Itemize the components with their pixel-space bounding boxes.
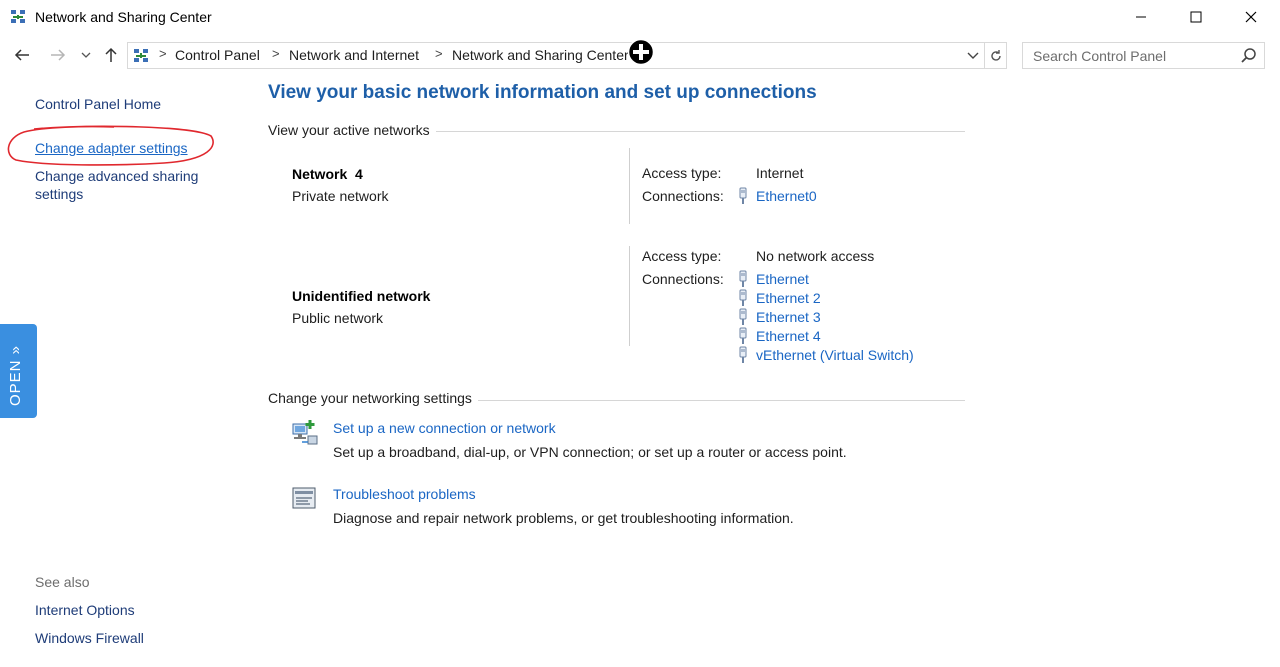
connection-link-ethernet-3[interactable]: Ethernet 3 bbox=[756, 309, 821, 325]
arrow-left-icon bbox=[14, 48, 30, 62]
connections-label: Connections: bbox=[642, 188, 724, 204]
troubleshoot-icon bbox=[290, 484, 320, 514]
change-adapter-settings-link[interactable]: Change adapter settings bbox=[35, 140, 188, 156]
arrow-up-icon bbox=[104, 47, 118, 63]
annotation-circle bbox=[4, 124, 216, 168]
troubleshoot-link[interactable]: Troubleshoot problems bbox=[333, 486, 476, 502]
breadcrumb-network-and-sharing-center[interactable]: Network and Sharing Center bbox=[452, 47, 629, 63]
ethernet-icon bbox=[737, 187, 749, 205]
network-category-link[interactable]: Public network bbox=[292, 310, 384, 326]
troubleshoot-description: Diagnose and repair network problems, or get troubleshooting information. bbox=[333, 510, 794, 526]
title-bar bbox=[0, 0, 1280, 34]
open-side-tab-label: OPEN » bbox=[7, 344, 24, 406]
search-input[interactable] bbox=[1023, 43, 1238, 68]
active-networks-heading: View your active networks bbox=[268, 122, 436, 138]
access-type-label: Access type: bbox=[642, 165, 722, 181]
see-also-heading: See also bbox=[35, 574, 90, 590]
new-connection-icon bbox=[290, 418, 320, 448]
network-divider bbox=[629, 148, 630, 224]
ethernet-icon bbox=[737, 308, 749, 326]
arrow-right-icon bbox=[50, 48, 66, 62]
address-bar[interactable] bbox=[127, 42, 1007, 69]
internet-options-link[interactable]: Internet Options bbox=[35, 602, 135, 618]
connection-link-ethernet-2[interactable]: Ethernet 2 bbox=[756, 290, 821, 306]
network-category-link[interactable]: Private network bbox=[292, 188, 389, 204]
ethernet-icon bbox=[737, 346, 749, 364]
access-type-label: Access type: bbox=[642, 248, 722, 264]
access-type-value: Internet bbox=[756, 165, 804, 181]
connection-link-ethernet0[interactable]: Ethernet0 bbox=[756, 188, 817, 204]
search-box[interactable] bbox=[1022, 42, 1265, 69]
search-icon[interactable] bbox=[1240, 47, 1258, 65]
setup-connection-description: Set up a broadband, dial-up, or VPN connection; or set up a router or access point. bbox=[333, 444, 847, 460]
network-name: Network 4 bbox=[292, 166, 363, 182]
breadcrumb-separator: > bbox=[159, 46, 167, 61]
address-dropdown-button[interactable] bbox=[962, 43, 984, 68]
breadcrumb-separator: > bbox=[435, 46, 443, 61]
chevron-down-icon bbox=[967, 52, 979, 60]
connection-link-ethernet-4[interactable]: Ethernet 4 bbox=[756, 328, 821, 344]
minimize-button[interactable] bbox=[1118, 0, 1164, 34]
connections-label: Connections: bbox=[642, 271, 724, 287]
chevron-down-icon bbox=[81, 51, 91, 59]
setup-connection-link[interactable]: Set up a new connection or network bbox=[333, 420, 556, 436]
refresh-icon bbox=[989, 49, 1003, 63]
change-advanced-sharing-link[interactable]: Change advanced sharing settings bbox=[35, 168, 199, 202]
recent-locations-button[interactable] bbox=[78, 44, 94, 66]
refresh-button[interactable] bbox=[984, 43, 1006, 68]
control-panel-icon bbox=[132, 47, 150, 65]
maximize-button[interactable] bbox=[1173, 0, 1219, 34]
up-button[interactable] bbox=[100, 44, 122, 66]
open-side-tab[interactable] bbox=[0, 324, 37, 418]
breadcrumb-control-panel[interactable]: Control Panel bbox=[175, 47, 260, 63]
connection-link-vethernet[interactable]: vEthernet (Virtual Switch) bbox=[756, 347, 914, 363]
minimize-icon bbox=[1135, 11, 1147, 23]
control-panel-home-link[interactable]: Control Panel Home bbox=[35, 96, 162, 112]
forward-button[interactable] bbox=[47, 44, 69, 66]
access-type-value: No network access bbox=[756, 248, 875, 264]
close-icon bbox=[1245, 11, 1257, 23]
window-title: Network and Sharing Center bbox=[35, 9, 212, 25]
breadcrumb-separator: > bbox=[272, 46, 280, 61]
ethernet-icon bbox=[737, 270, 749, 288]
cursor-plus-icon bbox=[627, 38, 655, 66]
maximize-icon bbox=[1190, 11, 1202, 23]
network-sharing-center-icon bbox=[10, 9, 26, 25]
network-name: Unidentified network bbox=[292, 288, 431, 304]
change-settings-heading: Change your networking settings bbox=[268, 390, 478, 406]
back-button[interactable] bbox=[11, 44, 33, 66]
connection-link-ethernet[interactable]: Ethernet bbox=[756, 271, 809, 287]
ethernet-icon bbox=[737, 289, 749, 307]
network-divider bbox=[629, 246, 630, 346]
breadcrumb-network-and-internet[interactable]: Network and Internet bbox=[289, 47, 419, 63]
windows-firewall-link[interactable]: Windows Firewall bbox=[35, 630, 144, 646]
close-button[interactable] bbox=[1228, 0, 1274, 34]
ethernet-icon bbox=[737, 327, 749, 345]
page-title: View your basic network information and set up connections bbox=[268, 82, 817, 103]
